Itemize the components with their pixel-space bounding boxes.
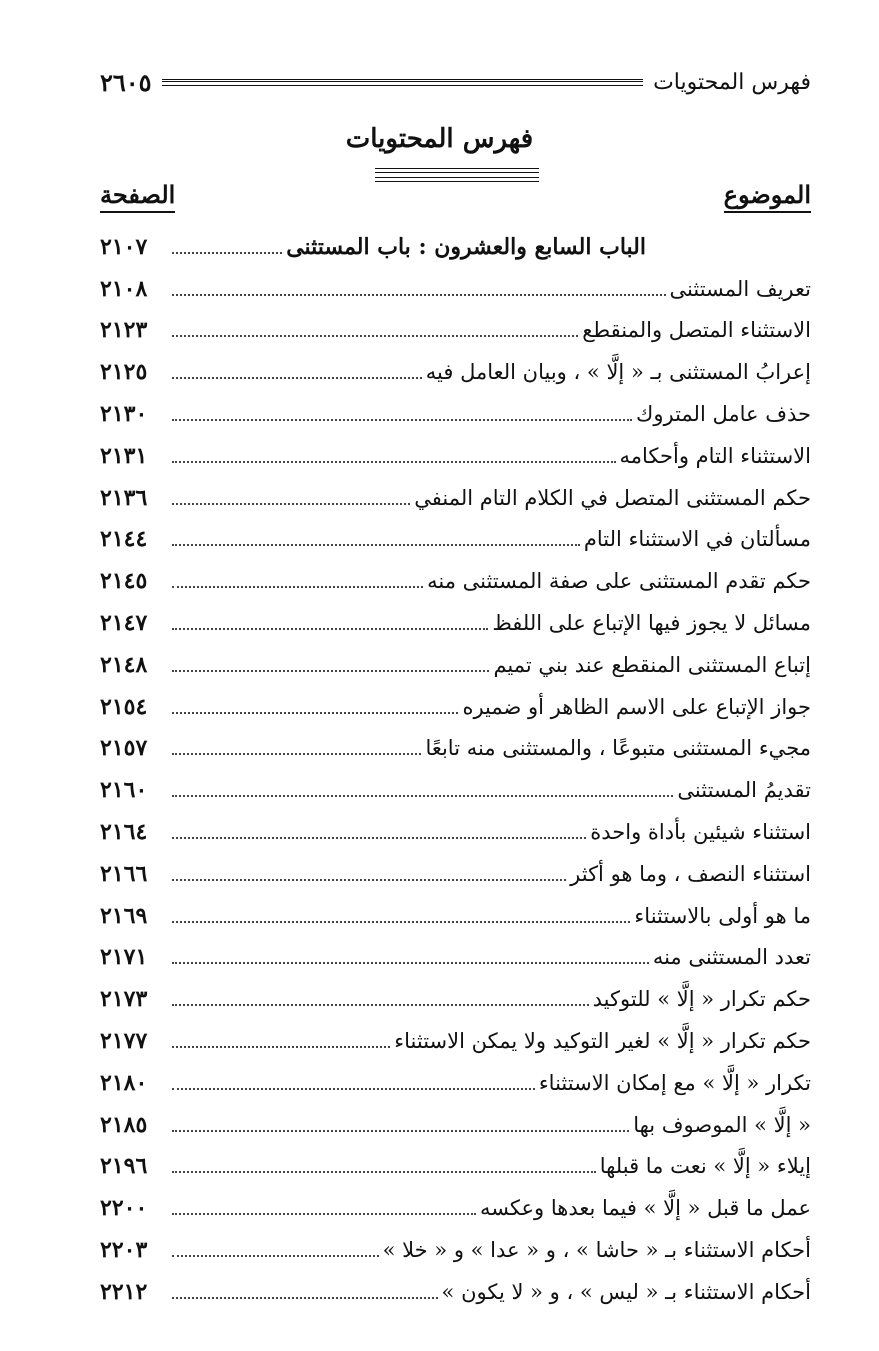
- toc-row[interactable]: [100, 728, 811, 770]
- toc-entry-page: ٢١٦٦: [100, 860, 148, 887]
- toc-row[interactable]: [100, 853, 811, 895]
- toc-row[interactable]: [100, 811, 811, 853]
- toc-entry-page: ٢١٧٣: [100, 986, 148, 1013]
- toc-entry-label: ما هو أولى بالاستثناء: [634, 903, 811, 928]
- toc-entry-page: ٢١٣٠: [100, 401, 148, 428]
- dot-leader: [172, 1046, 390, 1048]
- dot-leader: [172, 503, 410, 505]
- toc-entry-page: ٢١٠٨: [100, 275, 148, 302]
- dot-leader: [172, 1088, 535, 1090]
- toc-entry-page: ٢١٧٧: [100, 1028, 148, 1055]
- toc-row[interactable]: [100, 1020, 811, 1062]
- toc-entry-label: الاستثناء التام وأحكامه: [619, 443, 811, 468]
- dot-leader: [172, 879, 566, 881]
- toc-row[interactable]: [100, 477, 811, 519]
- toc-row[interactable]: [100, 268, 811, 310]
- toc-entry-page: ٢٢٠٠: [100, 1195, 148, 1222]
- toc-entry-label: تعدد المستثنى منه: [652, 945, 811, 970]
- toc-row[interactable]: [100, 1271, 811, 1313]
- toc-entry-page: ٢١٦٤: [100, 819, 148, 846]
- dot-leader: [172, 461, 616, 463]
- toc-row[interactable]: [100, 1187, 811, 1229]
- toc-entry-label: حكم المستثنى المتصل في الكلام التام المنفي: [414, 485, 811, 510]
- toc-entry-label: مسألتان في الاستثناء التام: [583, 527, 811, 552]
- toc-row[interactable]: [100, 978, 811, 1020]
- toc-row[interactable]: [100, 351, 811, 393]
- toc-entry-label: تكرار « إلَّا » مع إمكان الاستثناء: [538, 1070, 811, 1095]
- page-number: ٢٦٠٥: [100, 67, 152, 97]
- toc-row[interactable]: [100, 1104, 811, 1146]
- dot-leader: [172, 419, 632, 421]
- toc-entry-label: إيلاء « إلَّا » نعت ما قبلها: [599, 1154, 811, 1179]
- toc-row[interactable]: [100, 1062, 811, 1104]
- toc-row[interactable]: [100, 310, 811, 352]
- dot-leader: [172, 252, 282, 254]
- toc-entry-page: ٢١٦٠: [100, 777, 148, 804]
- toc-entry-label: تعريف المستثنى: [669, 276, 811, 301]
- toc-entry-page: ٢١٨٠: [100, 1069, 148, 1096]
- toc-chapter-row[interactable]: [100, 226, 811, 268]
- column-header-topic: الموضوع: [724, 180, 811, 213]
- toc-entry-label: حكم تكرار « إلَّا » للتوكيد: [592, 987, 811, 1012]
- dot-leader: [172, 586, 423, 588]
- toc-entry-page: ٢١٩٦: [100, 1153, 148, 1180]
- toc-entry-label: إعرابُ المستثنى بـ « إلَّا » ، وبيان العامل فيه: [425, 360, 811, 385]
- toc-entry-page: ٢١٢٣: [100, 317, 148, 344]
- dot-leader: [172, 377, 422, 379]
- toc-list: [100, 226, 811, 1313]
- toc-row[interactable]: [100, 644, 811, 686]
- toc-row[interactable]: [100, 393, 811, 435]
- toc-entry-page: ٢١٤٤: [100, 526, 148, 553]
- toc-entry-page: ٢١٣١: [100, 442, 148, 469]
- dot-leader: [172, 544, 580, 546]
- dot-leader: [172, 1130, 629, 1132]
- dot-leader: [172, 670, 489, 672]
- toc-entry-page: ٢٢١٢: [100, 1278, 148, 1305]
- header-rule: [162, 79, 644, 86]
- toc-entry-page: ٢١٦٩: [100, 902, 148, 929]
- toc-entry-label: تقديمُ المستثنى: [677, 778, 811, 803]
- toc-entry-label: حذف عامل المتروك: [636, 402, 811, 427]
- toc-entry-label: أحكام الاستثناء بـ « ليس » ، و « لا يكون »: [441, 1279, 811, 1304]
- toc-row[interactable]: [100, 519, 811, 561]
- toc-row[interactable]: [100, 937, 811, 979]
- toc-entry-label: إتباع المستثنى المنقطع عند بني تميم: [493, 652, 811, 677]
- toc-entry-page: ٢١٤٥: [100, 568, 148, 595]
- running-title: فهرس المحتويات: [653, 69, 811, 95]
- toc-entry-page: ٢١٢٥: [100, 359, 148, 386]
- column-header-page: الصفحة: [100, 180, 175, 213]
- toc-entry-label: مجيء المستثنى متبوعًا ، والمستثنى منه تابعًا: [425, 736, 811, 761]
- dot-leader: [172, 335, 578, 337]
- toc-entry-label: حكم تقدم المستثنى على صفة المستثنى منه: [427, 569, 811, 594]
- toc-entry-label: « إلَّا » الموصوف بها: [633, 1112, 811, 1137]
- toc-entry-label: حكم تكرار « إلَّا » لغير التوكيد ولا يمكن الاستثناء: [394, 1029, 811, 1054]
- toc-entry-label: الاستثناء المتصل والمنقطع: [582, 318, 811, 343]
- toc-row[interactable]: [100, 602, 811, 644]
- dot-leader: [172, 795, 673, 797]
- toc-entry-label: عمل ما قبل « إلَّا » فيما بعدها وعكسه: [479, 1196, 811, 1221]
- toc-entry-label: مسائل لا يجوز فيها الإتباع على اللفظ: [492, 611, 811, 636]
- page-title: فهرس المحتويات: [345, 124, 534, 154]
- toc-entry-page: ٢١٣٦: [100, 484, 148, 511]
- toc-entry-page: ٢١٨٥: [100, 1111, 148, 1138]
- toc-entry-page: ٢١٤٨: [100, 651, 148, 678]
- dot-leader: [172, 962, 649, 964]
- toc-row[interactable]: [100, 895, 811, 937]
- toc-row[interactable]: [100, 560, 811, 602]
- dot-leader: [172, 294, 666, 296]
- dot-leader: [172, 1171, 596, 1173]
- dot-leader: [172, 1004, 589, 1006]
- toc-entry-label: أحكام الاستثناء بـ « حاشا » ، و « عدا » و « خلا »: [382, 1238, 811, 1263]
- toc-entry-label: الباب السابع والعشرون : باب المستثنى: [286, 233, 646, 260]
- toc-row[interactable]: [100, 435, 811, 477]
- running-header: [100, 62, 811, 102]
- toc-row[interactable]: [100, 1146, 811, 1188]
- toc-entry-page: ٢١٥٤: [100, 693, 148, 720]
- dot-leader: [172, 837, 586, 839]
- toc-entry-page: ٢١٥٧: [100, 735, 148, 762]
- dot-leader: [172, 921, 630, 923]
- dot-leader: [172, 1297, 438, 1299]
- dot-leader: [172, 1213, 476, 1215]
- toc-row[interactable]: [100, 1229, 811, 1271]
- title-underline: [375, 168, 539, 182]
- toc-entry-page: ٢١٠٧: [100, 233, 148, 260]
- toc-entry-page: ٢١٧١: [100, 944, 148, 971]
- dot-leader: [172, 712, 458, 714]
- dot-leader: [172, 628, 488, 630]
- toc-entry-label: استثناء النصف ، وما هو أكثر: [570, 861, 811, 886]
- toc-row[interactable]: [100, 769, 811, 811]
- toc-entry-label: استثناء شيئين بأداة واحدة: [590, 820, 811, 845]
- dot-leader: [172, 1255, 379, 1257]
- toc-entry-label: جواز الإتباع على الاسم الظاهر أو ضميره: [462, 694, 811, 719]
- toc-entry-page: ٢١٤٧: [100, 610, 148, 637]
- toc-row[interactable]: [100, 686, 811, 728]
- toc-entry-page: ٢٢٠٣: [100, 1237, 148, 1264]
- dot-leader: [172, 753, 421, 755]
